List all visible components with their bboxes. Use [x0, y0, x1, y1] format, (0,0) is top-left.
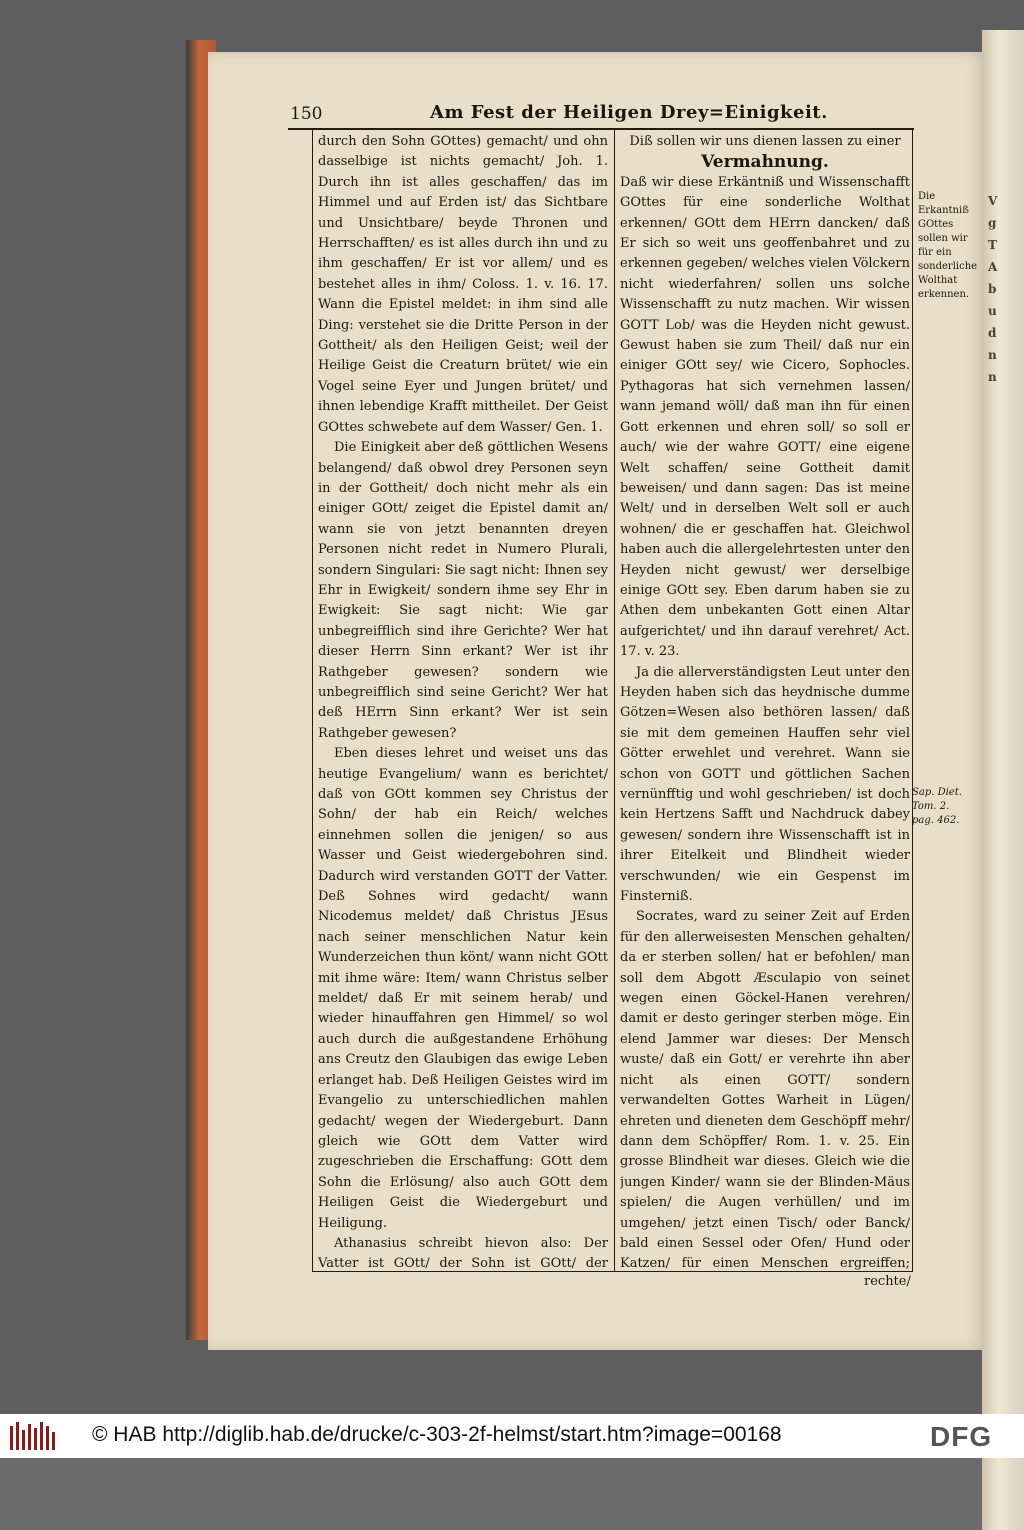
dfg-logo[interactable]: DFG [930, 1421, 993, 1452]
next-leaf-fragment: V [988, 194, 998, 208]
margin-note: Die Erkantniß GOttes sollen wir für ein sonderliche Wolthat erkennen. [918, 191, 978, 300]
next-leaf-edge [982, 30, 1024, 1530]
left-paragraph: Eben dieses lehret und weiset uns das heutige Evangelium/ wann es berichtet/ daß von GOtt kommen sey Christus der Sohn/ der hab ein Reich/ welches einnehmen sollen die jenigen/ so aus Wasser und Geist wiedergebohren sind. Dadurch wird verstanden GOTT der Vatter. Deß Sohnes wird gedacht/ wann Nicodemus meldet/ daß Christus JEsus nach seiner menschlichen Natur kein Wunderzeichen thun könt/ wann nicht GOtt mit ihme wäre: Item/ wann Christus selber meldet/ daß Er mit seinem herab/ und wieder hinauffahren gen Himmel/ so wol auch durch die außgestandene Erhöhung ans Creutz den Glaubigen das ewige Leben erlanget hab. Deß Heiligen Geistes wird im Evangelio zu unterschiedlichen mahlen gedacht/ wegen der Wiedergeburt. Dann gleich wie GOtt dem Vatter wird zugeschrieben die Erschaffung: GOtt dem Sohn die Erlösung/ also auch GOtt dem Heiligen Geist die Wiedergeburt und Heiligung. [318, 746, 608, 1231]
running-head [290, 102, 912, 128]
hab-logo[interactable] [8, 1420, 58, 1452]
right-column [620, 132, 910, 1272]
section-intro: Diß sollen wir uns dienen lassen zu einer [629, 134, 901, 149]
next-leaf-fragment: A [988, 260, 998, 274]
left-paragraph: Athanasius schreibt hievon also: Der Vatter ist GOtt/ der Sohn ist GOtt/ der [318, 1235, 608, 1272]
left-paragraph: durch den Sohn GOttes) gemacht/ und ohn dasselbige ist nichts gemacht/ Joh. 1. Durch ihn ist alles geschaffen/ das im Himmel und auf Erden ist/ das Sichtbare und Unsichtbare/ beyde Thronen und Herrschafften/ es ist alles durch ihn und zu ihm geschaffen/ Er ist vor allem/ und es bestehet alles in ihm/ Coloss. 1. v. 16. 17. Wann die Epistel meldet: in ihm sind alle Ding: verstehet sie die Dritte Person in der Gottheit/ als den Heiligen Geist; weil der Heilige Geist die Creaturn brütet/ wie ein Vogel seine Eyer und Jungen brütet/ und ihnen lebendige Krafft mittheilet. Der Geist GOttes schwebete auf dem Wasser/ Gen. 1. [318, 134, 608, 435]
next-leaf-fragment: n [988, 370, 997, 384]
footer-bar [0, 1414, 1024, 1458]
page-number: 150 [290, 104, 323, 124]
next-leaf-fragment: T [988, 238, 997, 252]
right-paragraph: Socrates, ward zu seiner Zeit auf Erden für den allerweisesten Menschen gehalten/ da er sterben sollen/ hat er befohlen/ man soll dem Abgott Æsculapio von seinet wegen einen Göckel-Hanen verehren/ damit er desto geringer sterben möge. Ein elend Jammer war dieses: Der Mensch wuste/ daß ein Gott/ er verehrte ihn aber nicht als einen GOTT/ sondern verwandelten Gottes Warheit in Lügen/ ehreten und dieneten dem Geschöpff mehr/ dann dem Schöpffer/ Rom. 1. v. 25. Ein grosse Blindheit war dieses. Gleich wie die jungen Kinder/ wann sie der Blinden-Mäus spielen/ die Augen verhüllen/ und im umgehen/ jetzt einen Tisch/ oder Banck/ bald einen Sessel oder Ofen/ Hund oder Katzen/ für einen Menschen ergreiffen; [620, 909, 910, 1272]
center-column-rule [614, 130, 615, 1272]
next-leaf-fragment: u [988, 304, 997, 318]
left-column [318, 132, 608, 1272]
next-leaf-fragment: g [988, 216, 997, 230]
section-title: Vermahnung. [701, 152, 829, 173]
right-paragraph: Daß wir diese Erkäntniß und Wissenschafft GOttes für eine sonderliche Wolthat erkennen/ GOtt dem HErrn dancken/ daß Er sich so weit uns geoffenbahret und zu erkennen gegeben/ welches vielen Völckern nicht wiederfahren/ sollen uns solche Wissenschafft zu nutz machen. Wir wissen GOTT Lob/ was die Heyden nicht gewust. Gewust haben sie zum Theil/ daß nur ein einiger GOtt sey/ wie Cicero, Sophocles. Pythagoras hat sich vernehmen lassen/ wann jemand wöll/ daß man ihn für einen Gott erkennen und ehren soll/ so soll er auch/ wie der wahre GOTT/ eine eigene Welt schaffen/ seine Gottheit damit beweisen/ und dann sagen: Das ist meine Welt/ und in derselben Welt soll er auch wohnen/ die er geschaffen hat. Gleichwol haben auch die allergelehrtesten unter den Heyden nicht gewust/ wer derselbige einige GOtt sey. Eben darum haben sie zu Athen dem unbekanten Gott einen Altar aufgerichtet/ und ihn darauf verehret/ Act. 17. v. 23. [620, 174, 910, 660]
left-paragraph: Die Einigkeit aber deß göttlichen Wesens belangend/ daß obwol drey Personen seyn in der Gottheit/ doch nicht mehr als ein einiger GOtt/ zeiget die Epistel damit an/ wann sie von jetzt benannten dreyen Personen nicht redet in Numero Plurali, sondern Singulari: Sie sagt nicht: Ihnen sey Ehr in Ewigkeit/ sondern ihme sey Ehr in Ewigkeit: Sie sagt nicht: Wie gar unbegreifflich sind ihre Gerichte? Wer hat dieser Herrn Sinn erkant? Wer ist ihr Rathgeber gewesen? sondern wie unbegreifflich sind seine Gericht? Wer hat deß HErrn Sinn erkant? Wer ist sein Rathgeber gewesen? [318, 440, 608, 741]
catchword: rechte/ [864, 1274, 911, 1289]
next-leaf-fragment: d [988, 326, 997, 340]
left-column-rule [312, 130, 313, 1272]
head-rule [288, 128, 914, 130]
source-url-link[interactable]: © HAB http://diglib.hab.de/drucke/c-303-2f-helmst/start.htm?image=00168 [92, 1423, 782, 1446]
right-column-rule [912, 130, 913, 1272]
next-leaf-fragment: b [988, 282, 997, 296]
margin-note-reference: Sap. Diet. Tom. 2. pag. 462. [912, 787, 962, 826]
next-leaf-fragment: n [988, 348, 997, 362]
right-paragraph: Ja die allerverständigsten Leut unter den Heyden haben sich das heydnische dumme Götzen=Wesen also bethören lassen/ daß sie mit dem gemeinen Hauffen sehr viel Götter erwehlet und verehret. Wann sie schon von GOTT und göttlichen Sachen vernünfftig und wohl geschrieben/ ist doch kein Hertzens Safft und Nachdruck dabey gewesen/ sondern ihre Wissenschafft ist in ihrer Eitelkeit und Blindheit wieder verschwunden/ wie ein Gespenst im Finsterniß. [620, 664, 910, 905]
running-head-title: Am Fest der Heiligen Drey=Einigkeit. [430, 102, 828, 123]
